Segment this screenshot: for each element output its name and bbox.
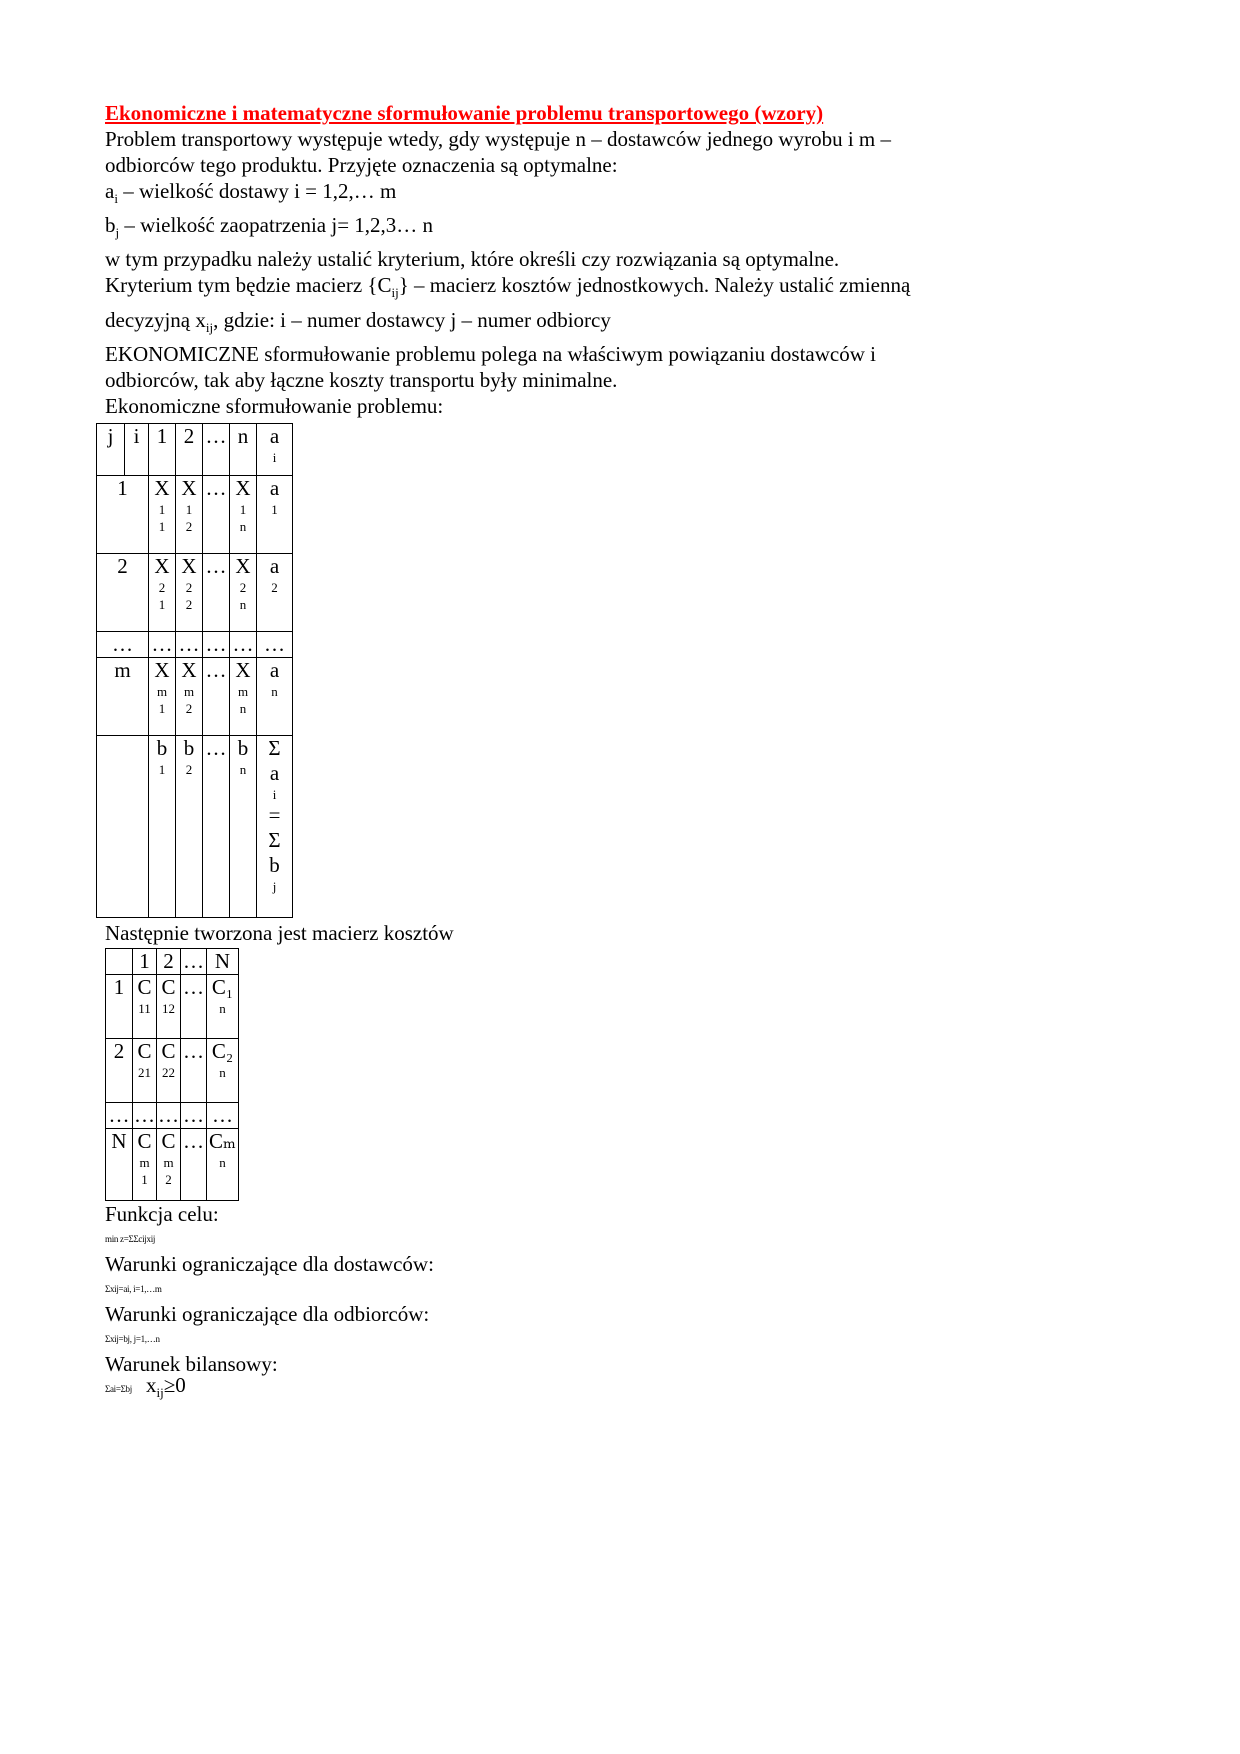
table-cell: … [203,735,230,917]
subscript-text: ij [205,319,214,335]
table-cell: 2 [157,948,181,974]
table-cell: 1 [149,423,176,475]
table-row [106,1128,239,1200]
text-segment: w tym przypadku należy ustalić kryterium, które określi czy rozwiązania są optymalne. [105,247,840,272]
table-cell: C m 1 [133,1128,157,1200]
table-cell: … [203,475,230,553]
table-cell: C 21 [133,1038,157,1102]
table-cell: b 2 [176,735,203,917]
table-cell: a 2 [257,553,293,631]
table-cell: X 1 n [230,475,257,553]
table-cell: … [181,1102,207,1128]
table-cell: X 1 2 [176,475,203,553]
table-cell: X m 2 [176,657,203,735]
paragraph-line [105,212,1135,246]
text-segment: x [145,1372,157,1397]
table-cell: X 2 1 [149,553,176,631]
table-cell: X 2 n [230,553,257,631]
paragraph-line [105,126,1135,152]
table-row [97,475,293,553]
paragraph-line [105,367,1135,393]
formula-label: Funkcja celu: [105,1201,219,1226]
subscript-text: ij [391,285,399,301]
table-cell: … [203,553,230,631]
table-cell: … [106,1102,133,1128]
table-cell: a i [257,423,293,475]
intro-paragraphs [105,126,1135,419]
table-cell: Cₘ n [207,1128,239,1200]
formula-sections [105,1201,1135,1401]
table-cell: a 1 [257,475,293,553]
equation-object: Σxij=ai, i=1,…m [105,1283,162,1294]
table-cell: … [181,1038,207,1102]
text-segment: , gdzie: i – numer dostawcy j – numer odbiorcy [213,307,611,332]
table-cell: C₂ n [207,1038,239,1102]
text-segment: odbiorców tego produktu. Przyjęte oznaczenia są optymalne: [105,153,618,177]
table-cell: … [181,1128,207,1200]
table-row [106,1038,239,1102]
text-segment: EKONOMICZNE sformułowanie problemu polega na właściwym powiązaniu dostawców i [105,341,876,366]
text-segment: b [105,213,116,238]
formula-row [105,1327,1135,1351]
equation-object: Σxij=bj, j=1,…n [105,1333,160,1344]
table-cell [97,735,149,917]
table-cell: C 11 [133,974,157,1038]
table-cell: X m n [230,657,257,735]
formula-row [105,1227,1135,1251]
table-cell: … [203,631,230,657]
table-cell: X 2 2 [176,553,203,631]
paragraph-line [105,246,1135,272]
subscript-text: j [115,225,120,241]
nonnegativity-constraint [146,1373,186,1405]
table-row [106,974,239,1038]
table-cell [106,948,133,974]
table-cell: 1 [97,475,149,553]
paragraph-line [105,152,1135,178]
table-cell: … [149,631,176,657]
table-cell: N [106,1128,133,1200]
table-cell: a n [257,657,293,735]
table-cell: … [158,1102,179,1127]
text-segment: odbiorców, tak aby łączne koszty transportu były minimalne. [105,367,618,392]
paragraph-line [105,178,1135,212]
text-segment: decyzyjną x [105,307,206,332]
table-cell: C₁ n [207,974,239,1038]
table-cell: X 1 1 [149,475,176,553]
text-segment: Kryterium tym będzie macierz {C [105,273,392,298]
transport-table [96,423,293,918]
table-row [97,657,293,735]
equation-object: min z=ΣΣcijxij [105,1233,156,1244]
paragraph-line [105,307,1135,341]
table-row [106,1102,239,1128]
table-cell: … [181,948,207,974]
formula-label: Warunki ograniczające dla odbiorców: [105,1301,430,1326]
text-segment: Problem transportowy występuje wtedy, gdy występuje n – dostawców jednego wyrobu i m – [105,127,892,151]
table-cell: … [97,631,149,657]
table-cell: m [97,657,149,735]
text-segment: Ekonomiczne sformułowanie problemu: [105,393,444,418]
cost-matrix-caption: Następnie tworzona jest macierz kosztów [105,920,454,945]
cost-matrix-table [105,948,239,1201]
paragraph-line [105,341,1135,367]
table-cell: C m 2 [157,1128,181,1200]
table-cell: … [176,631,203,657]
table-cell: 1 [106,974,133,1038]
table-cell: 2 [176,423,203,475]
subscript-text: i [114,191,118,207]
table-row [97,631,293,657]
table-cell: X m 1 [149,657,176,735]
table-cell: Σ a i = Σ b j [257,735,293,917]
formula-row [105,1277,1135,1301]
paragraph-line [105,272,1135,306]
table-cell: b n [230,735,257,917]
text-segment: – wielkość zaopatrzenia j= 1,2,3… n [119,213,434,238]
formula-row [105,1372,1135,1401]
table-cell: 1 [133,948,157,974]
table-cell: C 12 [157,974,181,1038]
table-row [97,423,293,475]
table-cell: … [207,1102,239,1128]
table-cell: 2 [106,1038,133,1102]
table-cell: j [97,423,125,475]
text-segment: – wielkość dostawy i = 1,2,… m [117,179,397,203]
table-row [97,735,293,917]
table-cell: … [203,423,230,475]
text-segment: ≥0 [163,1372,186,1397]
text-segment: a [105,179,115,203]
table-cell: i [125,423,149,475]
paragraph-line [105,393,1135,419]
table-cell: … [134,1102,155,1127]
table-cell: N [207,948,239,974]
equation-object: Σai=Σbj [105,1383,132,1394]
table-cell: … [257,631,293,657]
table-row [97,553,293,631]
table-cell: … [230,631,257,657]
page-title: Ekonomiczne i matematyczne sformułowanie problemu transportowego (wzory) [105,101,824,125]
formula-label: Warunek bilansowy: [105,1351,278,1376]
text-segment: } – macierz kosztów jednostkowych. Należy ustalić zmienną [398,273,911,298]
subscript-text: ij [156,1384,164,1400]
table-cell: C 22 [157,1038,181,1102]
table-cell: b 1 [149,735,176,917]
formula-label: Warunki ograniczające dla dostawców: [105,1251,434,1276]
table-cell: 2 [97,553,149,631]
table-cell: n [230,423,257,475]
table-row [106,948,239,974]
table-cell: … [181,974,207,1038]
table-cell: … [203,657,230,735]
